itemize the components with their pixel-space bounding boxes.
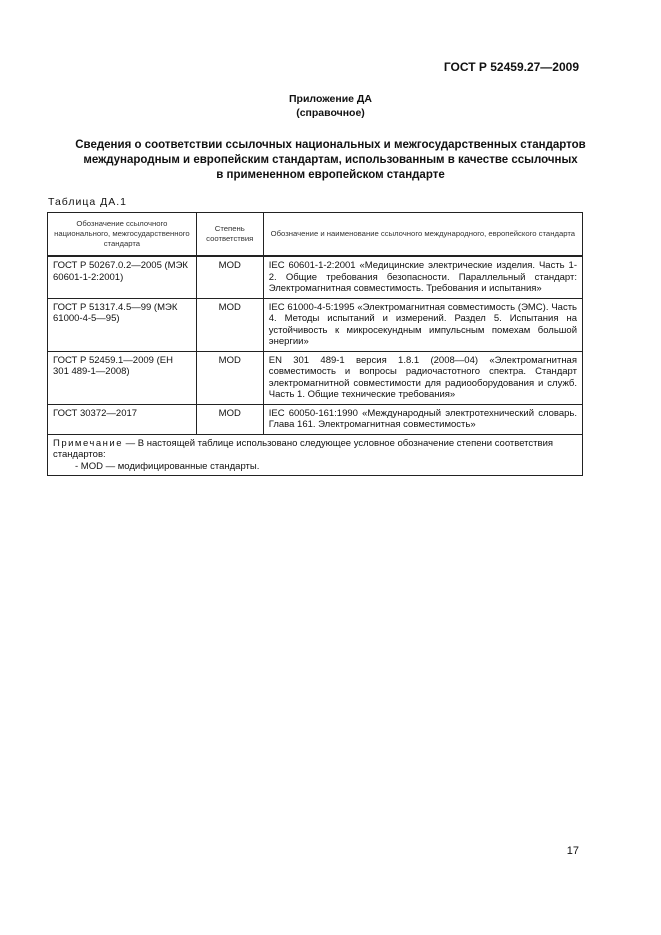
table-caption: Таблица ДА.1 [48,196,127,208]
table-note-row [48,434,583,476]
header-degree: Степень соответствия [196,213,263,257]
degree-cell: MOD [196,298,263,351]
appendix-subtitle: (справочное) [296,107,365,119]
heading-line-2: международным и европейским стандартам, использованным в качестве ссылочных [83,154,578,166]
section-heading [60,138,601,183]
document-code: ГОСТ Р 52459.27—2009 [443,60,579,74]
note-label: Примечание [53,437,123,449]
correspondence-table [47,212,583,476]
table-row [48,404,583,434]
national-standard-cell: ГОСТ 30372—2017 [48,404,197,434]
heading-line-3: в примененном европейском стандарте [216,169,445,181]
degree-cell: MOD [196,404,263,434]
page-number: 17 [566,845,579,857]
table-row [48,298,583,351]
international-standard-cell: EN 301 489-1 версия 1.8.1 (2008—04) «Электромагнитная совместимость и вопросы радиочастотного спектра. Стандарт электромагнитной совместимости для радиооборудования и служб. Часть 1. Общие технические требования» [263,351,582,404]
degree-cell: MOD [196,256,263,298]
international-standard-cell: IEC 60050-161:1990 «Международный электротехнический словарь. Глава 161. Электромагнитная совместимость» [263,404,582,434]
appendix-block [0,92,661,120]
header-international-standard: Обозначение и наименование ссылочного международного, европейского стандарта [263,213,582,257]
national-standard-cell: ГОСТ Р 51317.4.5—99 (МЭК 61000-4-5—95) [48,298,197,351]
international-standard-cell: IEC 60601-1-2:2001 «Медицинские электрические изделия. Часть 1-2. Общие требования безопасности. Параллельный стандарт: Электромагнитная совместимость. Требования и испытания» [263,256,582,298]
note-text: — В настоящей таблице использовано следующее условное обозначение степени соответствия стандартов: [53,437,554,460]
note-item: - MOD — модифицированные стандарты. [75,460,260,472]
national-standard-cell: ГОСТ Р 50267.0.2—2005 (МЭК 60601-1-2:2001) [48,256,197,298]
appendix-title: Приложение ДА [289,93,372,105]
table-row [48,256,583,298]
table-header-row [48,213,583,257]
international-standard-cell: IEC 61000-4-5:1995 «Электромагнитная совместимость (ЭМС). Часть 4. Методы испытаний и измерений. Раздел 5. Испытания на устойчивость к микросекундным импульсным помехам большой энергии» [263,298,582,351]
heading-line-1: Сведения о соответствии ссылочных национальных и межгосударственных стандартов [75,139,586,151]
national-standard-cell: ГОСТ Р 52459.1—2009 (ЕН 301 489-1—2008) [48,351,197,404]
degree-cell: MOD [196,351,263,404]
header-national-standard: Обозначение ссылочного национального, межгосударственного стандарта [48,213,197,257]
table-note [48,434,583,476]
table-row [48,351,583,404]
